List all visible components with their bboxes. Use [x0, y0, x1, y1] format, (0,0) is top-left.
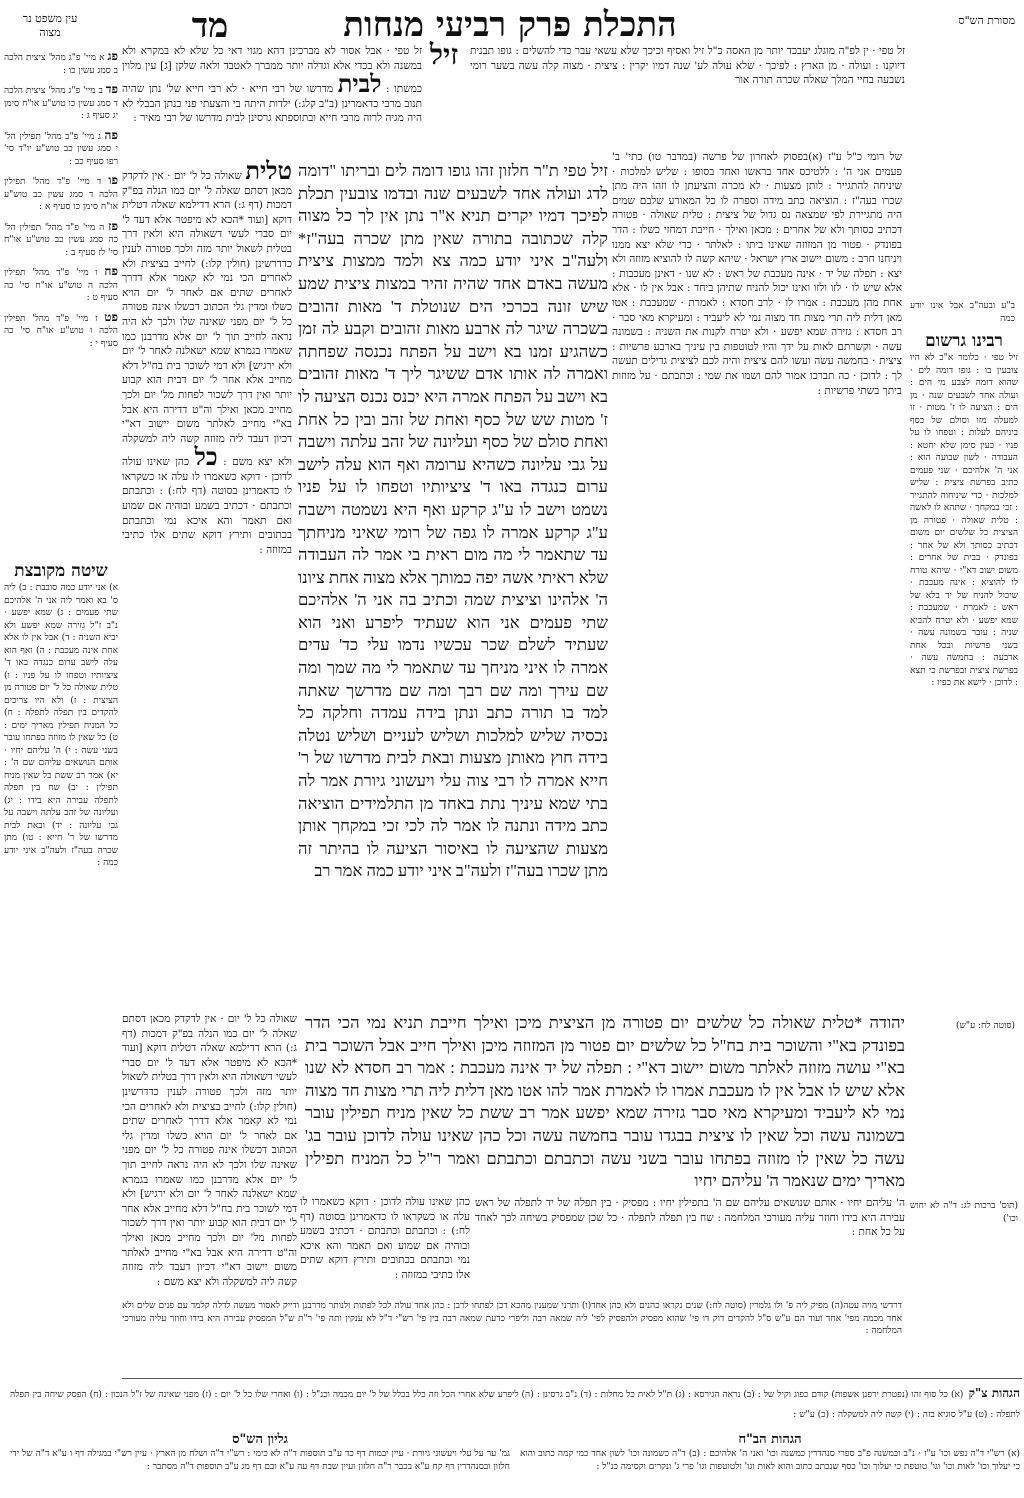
- haghot-habach: [520, 1432, 1020, 1496]
- footnote-divider: [122, 1378, 1022, 1379]
- ein-mishpat-entry: פג א מיי' פ"ג מהל' ציצית הלכה ב סמג עשין כו :: [4, 49, 118, 76]
- masoret-bottom-note-2: (תוס' ברכות לג: ד"ה לא יחוש וכו'): [910, 1201, 1018, 1224]
- haghot-tzak-label: הגהות צ"ק: [968, 1386, 1021, 1400]
- gemara-tosafot-continued: [300, 1195, 470, 1281]
- rashi-top: זל טפי · ין לפ"ה מוגלג יעבכד יותר מן האסה כ"ל זיל ואסיף וכיכך שלא עשאי עבר כדי להשלים : גופו תבנית דיוקנו : ועולה · מן הארץ : לפיכך · שלא עולה לע' שנה דמיו יקרין : ציצית · מצוה קלה עשה בשער רומי נשבעה בחיי המלך שאלה שכרה תורה אור: [470, 45, 905, 87]
- shita-mekubetzet: [4, 560, 118, 1305]
- ein-mishpat-entry: פז ה מיי' פ"ד מהל' תפילין הל' כה סמג עשין כב טוש"ע או"ח סי' לז סעיף ב :: [4, 218, 118, 258]
- haghot-habach-text: (א) רש"י ד"ה נפש וכו' ע"ז · נ"ב ובמשנה פ"ב ספרי סנהדרין כמשנה וכו' ואני ה' אלהיכם : (ב) ד"ה כשמונה וכו' לשון אחד כמי קמה כתוב והוא כי יעלוך וכו' לאות וכו' וגו' טוטפת כי יעלוך וכו' כסף שנכתב כתוב והוא לאות וגו' ולטוטפות וגו' פרי ג' ונקרים וקסימה כנ"ל :: [520, 1449, 1020, 1472]
- gilyon-hashas: [10, 1432, 510, 1496]
- masoret-hashas-label: מסורת הש"ס: [958, 14, 1015, 27]
- gemara-lower: יהודה *טלית שאולה כל שלשים יום פטורה מן הציצית מיכן ואילך חייבת תניא נמי הכי הדר בפונדק בא"י והשוכר בית בח"ל כל שלשים יום פטור מן המזוזה מיכן ואילך חייב אבל השוכר בית בא"י עושה מזוזה לאלתר משום יישוב דא"י : תפלה של יד אינה מעכבת : אמר רב חסדא לא שנו אלא שיש לו אבל אין לו מעכבת אמרו לו לאמרת אמר להו אטו מאן דלית ליה תרי מצות חד מצוה נמי לא ליעביד ומעיקרא מאי סבר גזירה שמא יפשע אמר רב ששת כל שאין מניח תפילין עובר בשמונה עשה וכל שאין לו ציצית בבגדו עובר בחמשה עשה וכל כהן שאינו עולה לדוכן עובר בג' עשה כל שאין לו מזוזה בפתחו עובר בשני עשה וכתבתם וכתבתם ואמר ר"ל כל המניח תפילין מאריך ימים שנאמר ה' עליהם יחיו: [305, 1013, 905, 1191]
- tosafot-text-1: מדרשו של רבי חייא · לא רבי חייא של' נתן שהיה תנוב מרבי כדאמרינן (ב"ב קלג:) ילדות היתה בי והצעתי פני כנתן הבבלי לא היה מגיה לרוה מרבי חייא ובתוספתא גרסינן לבית מדרשו של רבי מאיר :: [122, 83, 422, 125]
- tosafot-text-3: כהן שאינו עולה לדוכן · דוקא כשאמרו לו עלה או כשקראו לו כדאמרינן בסוטה (דף לח:) : וכתבתם וכתבתם · דכתיב בשמע ובוהיה אם שמוע ואם תאמר והא איכא נמי וכתבתם בכתובים ותירץ דוקא שתים אלו כתיבי במזוזה :: [122, 456, 292, 556]
- gemara-opening-word: [425, 38, 463, 84]
- rashi-bottom: ה' עליהם יחיו · אותם שנושאים עליהם שם ה' בתפילין יחיו : מפסיק · בין תפלה של יד לתפלה של ראש עבירה היא בידו וחוזר עליה מעורכי המלחמה : שח בין תפלה לתפלה · כל שכן שמפסיק בשיחה לכך לאחד על כל אחת :: [475, 1197, 905, 1239]
- haghot-tzak-text: (א) כל סוף זהו (נפטרת ירפנן אשפות) קודם כפוג וקיל של : (ב) נראה הגירסא : (ג) ת"ל לאית כל מחלות : (ד) נ"ב גרסינן : (ה) ליפרע שלא אחרי הכל וזה כלל בכלל של ל' יום מכמה וכנ"ל : (ו) ואחרי שלו כל ל' יום : (ז) מפני שאינה של ז"ל הנכון : (ח) הפסק שיחה בין תפלה לתפלה : (ט) ע"ל סוגיא בזה : (י) קשה ליה למשקלה : (כ) ע"ש :: [10, 1390, 1020, 1420]
- tosafot-bottom: [122, 1012, 297, 1302]
- page-number: מד: [191, 6, 229, 46]
- rabbeinu-gershom-title: רבינו גרשום: [925, 331, 1003, 351]
- ein-mishpat-entry: פה ג מיי' פ"ב מהל' תפילין הל' י סמג עשין כב טוש"ע יו"ד סי' רפו סעיף כב :: [4, 127, 118, 167]
- tosafot-top-text: זל טפי · אבל אסור לא מברכינן דהא מגוי דאי כל שלא לא במקרא ולא במשנה ולא בכדי אלא וגדלה יותר ממברך לאטבד ולאה שלקן [ג] עין מלוין כמשתו :: [122, 45, 423, 96]
- gemara-main: זיל טפי ת"ר חלזון זהו גופו דומה לים ובריתו "דומה לדג ועולה אחד לשבעים שנה ובדמו צובעין תכלת לפיכך דמיו יקרים תניא א"ר נתן אין לך כל מצוה קלה שכתובה בתורה שאין מתן שכרה בעה"ז* ולעה"ב איני יודע כמה צא ולמד ממצות ציצית מעשה באדם אחד שהיה זהיר במצות ציצית שמע שיש זונה בכרכי הים שנוטלת ד' מאות זהובים בשכרה שיגר לה ארבע מאות זהובים וקבע לה זמן כשהגיע זמנו בא וישב על הפתח נכנסה שפחתה ואמרה לה אותו אדם ששיגר ליך ד' מאות זהובים בא וישב על הפתח אמרה היא יכנס נכנס הציעה לו ז' מטות שש של כסף ואחת של זהב ובין כל אחת ואחת סולם של כסף ועליונה של זהב עלתה וישבה על גבי עליונה כשהיא ערומה ואף הוא עלה לישב ערום כנגדה באו ד' ציציותיו וטפחו לו על פניו נשמט וישב לו ע"ג קרקע ואף היא נשמטה וישבה ע"ג קרקע אמרה לו גפה של רומי שאיני מניחתך עד שתאמר לי מה מום ראית בי אמר לה העבודה שלא ראיתי אשה יפה כמותך אלא מצוה אחת ציונו ה' אלהינו וציצית שמה וכתיב בה אני ה' אלהיכם שתי פעמים אני הוא שעתיד ליפרע ואני הוא שעתיד לשלם שכר עכשיו נדמו עלי כד' עדים אמרה לו איני מניחך עד שתאמר לי מה שמך ומה שם עירך ומה שם רבך ומה שם מדרשך שאתה למד בו תורה כתב ונתן בידה עמדה וחלקה כל נכסיה שליש למלכות ושליש לעניים ושליש נטלה בידה חוץ מאותן מצעות ובאת לבית מדרשו של ר' חייא אמרה לו רבי צוה עלי ויעשוני גיורת אמר לה בתי שמא עיניך נתת באחד מן התלמידים הוציאה כתב מידה ונתנה לו אמר לה לכי זכי במקחך אותן מצעות שהציעה לו באיסור הציעה לו בהיתר זה מתן שכרו בעה"ז ולעה"ב איני יודע כמה אמר רב: [298, 161, 608, 881]
- tosafot-continued-text: כהן שאינו עולה לדוכן · דוקא כשאמרו לו עלה או כשקראו לו כדאמרינן בסוטה (דף לח:) : וכתבתם וכתבתם · דכתיב בשמע ובוהיה אם שמוע ואם תאמר והא איכא נמי וכתבתם בכתובים ותירץ דוקא שתים אלו כתיבי במזוזה :: [300, 1196, 470, 1281]
- ein-mishpat-label: עין משפט נר מצוה: [22, 12, 78, 39]
- ein-mishpat-entry: פד ב מיי' פ"ג מהל' ציצית הלכה ד סמג עשין כו טוש"ע או"ח סימן יג סעיף ג :: [4, 82, 118, 121]
- shita-mekubetzet-text: א) אני יודע כמה סובבת : ב) ליה ס' בא ואמר ליה אני ה' אלהיכם שתי פעמים : ג) שמא יפשע · נ"ב ז"ל גזירה שמא יפשע ולא יביא השניה : ד) אבל אין לו אלא אחת אינה מעכבת : ה) ואף הוא עלה לישב ערום כנגדה באו ד' ציציותיו וטפחו לו על פניו : ו) טלית שאולה כל ל' יום פטורה מן הציצית : ז) ולא היו צריכים להקדים בין תפלה לתפלה : ח) כל המניח תפילין מאריך ימים : ט) כל שאין לו מזוזה בפתחו עובר בשני עשה : י) ה' עליהם יחיו · אותם הנושאים עליהם שם ה' : יא) אמר רב ששת כל שאין מניח תפילין : יב) שח בין תפלה לתפלה עבירה היא בידו : יג) ועליונה של זהב עלתה וישבה על גבי עליונה : יד) ובאת לבית מדרשו של ר' חייא : טו) מתן שכרה בעה"ז ולעה"ב איני יודע כמה :: [4, 583, 118, 868]
- masoret-notes: ב"ע ובעה"ב אבל אינו יודע כמה: [910, 301, 1015, 324]
- ein-mishpat: [4, 50, 118, 550]
- tosafot-dibbur-2: טלית: [245, 156, 292, 185]
- masoret-footnotes: דרדשי מויה עטה(ה) מפיק ליה פ' ולו גלמרין (סוטה לח:) שנים נקראו כהנים ולא כהן אחד(ו) ותרני שמענין מהכא דכן לפתחו לרבן : כהן אחד עולה לכל לפתות ולנותר מדרבנן ודייק לאסור מעשה לדלה קלמד עם פנים שלים ולא אחד מכמה מפי' אחד ועוד הם ע"ש ס"ל להקדים דוק דו פי' שהוא מפסיק ולהפסיק לפי' ליה שמאה רבה וליפרי כדעת שמאה רבה בין פי' רש"י ד"ל לא ענקין ותה פי' ר"ת ש"ל המפסיק עבירה היא בידו וחוזר עליה מעורכי המלחמה :: [122, 1301, 902, 1336]
- rashi-column: של רומי כ"ל ע"ז (א)בפסוק לאחרון של פרשה (במדבר טו) כתי' ב' פעמים אני ה' : ללטיכס אחד בראשו ואחד בסופו : שליש למלכות · שיניחה להתגייר : לותן מצעות · לא מכרה והציעתן לו וזהו היה מתן שכרו בעה"ז : הוציאה כתב מידה וספרה לו כל המאורע שלבם שמים היה מתגיירת לפי שמצאה נס גדול של ציצית : טלית שאולה · פטורה דכתיב כסותך ולא של אחרים : מכאן ואילך · חייבת דמחזי כשלו : הדר בפונדק · פטור מן המזוזה שאינו ביתו : לאלתר · כדי שלא יצא ממנו ויניחנו חרב : משום יישוב ארץ ישראל · שיהא קשה לו להוציא מזוזה ולא יצא : תפלה של יד · אינה מעכבת של ראש : לא שנו · דאינן מעכבות : אלא שיש לו · לזו ולזו ואינו יכול להניח שתיהן ביחד : אבל אין לו · אלא אחת מהן מעכבת : אמרו לו · לרב חסדא : לאמרת · שמעכבת : אטו מאן דלית ליה תרי מצות חד מצוה נמי לא ליעביד : ומעיקרא מאי סבר · רב חסדא : גזירה שמא יפשע · ולא יטרח לקנות את השניה : בשמונה עשה · וקשרתם לאות על ידך והיו לטוטפות בין עיניך בארבע פרשיות : ציצית · בחמשה עשה ועשו להם ציצית והיה לכם לציצית גדילים תעשה לך : לדוכן · כה תברכו אמור להם ושמו את שמי : וכתבתם · על מזוזות ביתך בשתי פרשיות :: [612, 151, 902, 397]
- tosafot-text-2: שאולה כל ל' יום · אין לדקדק מכאן דסתם שאלה ל' יום כמו הנלה בפ"ק דמכות (דף ג:) הרא דדילמא שאלה דטלית דוקא [ועוד *הכא לא מיפטר אלא דעד ל' יום סברי לעשי דשאולה היא ולאין דרך בטלית לשאול יותר מזה ולכך פטורה לענין כדדרשינן (חולין קלו:) לחייב בציצית ולא לאחרים הכי נמי לא קאמר אלא דדרך לאחרים שתים אם לאחר ל' יום הויא כשלו ומדין גלי הכתוב דכשלו אינה פטורה כל ל' יום מפני שאינה שלו ולכך לא היה נראה לחייב תוך ל' יום אלא מדרבנן כמו שאמרו בגמרא שמא ישאלנה לאחר ל' יום ולא ירגיש] ולא דמי לשוכר בית בח"ל דלא מחייב אלא אחר ל' יום דבית הוא קבוע יותר ואין דרך לשכור לפחות מל' יום ולכך מחייב מכאן ואילך וה"ט דדירה היא אבל בא"י מחייב לאלתר משום יישוב דא"י דכיון דעבד ליה מזוזה קשה ליה למשקלה ולא יצא משם :: [122, 170, 292, 469]
- tosafot-column: [122, 156, 292, 1010]
- ein-mishpat-entry: פח ו מיי' פ"ד מהל' תפילין הלכה ה טוש"ע או"ח סי' כה סעיף ט :: [4, 264, 118, 303]
- tosafot-bottom-text: שאולה כל ל' יום · אין לדקדק מכאן דסתם שאלה ל' יום כמו הנלה בפ"ק דמכות (דף ג:) הרא דדילמא שאלה דטלית דוקא [ועוד *הכא לא מיפטר אלא דעד ל' יום סברי לעשי דשאולה היא ולאין דרך בטלית לשאול יותר מזה ולכך פטורה לענין כדדרשינן (חולין קלו:) לחייב בציצית ולא לאחרים הכי נמי לא קאמר אלא דדרך לאחרים שתים אם לאחר ל' יום הויא כשלו ומדין גלי הכתוב דכשלו אינה פטורה כל ל' יום מפני שאינה שלו ולכך לא היה נראה לחייב תוך ל' יום אלא מדרבנן כמו שאמרו בגמרא שמא ישאלנה לאחר ל' יום ולא ירגיש] ולא דמי לשוכר בית בח"ל דלא מחייב אלא אחר ל' יום דבית הוא קבוע יותר ואין דרך לשכור לפחות מל' יום ולכך מחייב מכאן ואילך וה"ט דדירה היא אבל בא"י מחייב לאלתר משום יישוב דא"י דכיון דעבד ליה מזוזה קשה ליה למשקלה ולא יצא משם :: [122, 1013, 297, 1288]
- ein-mishpat-entry: פט ז מיי' פ"ד מהל' תפילין הלכה ו טוש"ע או"ח סי' כה סעיף י :: [4, 309, 118, 349]
- haghot-habach-title: הגהות הב"ח: [738, 1432, 802, 1447]
- masoret-bottom-note: (סוטה לח: ע"ש): [956, 1021, 1015, 1031]
- ein-mishpat-entry: פו ד מיי' פ"ד מהל' תפילין הלכה ד סמג עשין כב טוש"ע או"ח סימן כו סעיף א :: [4, 173, 118, 212]
- tosafot-dibbur-3: כל: [194, 442, 218, 472]
- tosafot-top: [122, 44, 422, 156]
- haghot-tzak: [10, 1382, 1020, 1422]
- shita-mekubetzet-title: שיטה מקובצת: [14, 561, 108, 581]
- rabbeinu-gershom-text: זיל טפי · כלומר א"כ לא היו צובעין בו : גופו דומה לים · שהוא דומה לצבע מי הים : ועולה אחד לשבעים שנה · מן הים : הציעה לו ז' מטות · זו למעלה מזו וסולם של כסף ביניהם לעלות : וטפחו לו על פניו · כעין סימן שלא יחטא : העבודה · לשון שבועה הוא : אני ה' אלהיכם · שני פעמים כתיב בפרשת ציצית : שליש למלכות · כדי שיניחוה להתגייר : זכי במקחך · שתהא לו לאשה : טלית שאולה · פטורה מן הציצית כל שלשים יום משום דכתיב כסותך ולא של אחר : בפונדק · בבית של אחרים : משום ישוב דא"י · שיהא טורח לו להוציא : אינה מעכבת · שיכול להניח של יד בלא של ראש : לאמרת · שמעכבת : שמא יפשע · ולא יטרח להביא שניה : עובר בשמונה עשה · בשני פרשיות ובכל אחת ארבעה : בחמשה עשה · בפרשת ציצית ובפרשת כי תצא : לדוכן · לישא את כפיו :: [910, 353, 1018, 688]
- gemara-opening: זיל: [429, 38, 459, 71]
- tosafot-dibbur-hamatchil: לבית: [337, 69, 382, 99]
- gilyon-hashas-text: גמ' ער על עלי ויעשוני גיורת · עיין יבמות דף כד ע"ב תוספות ד"ה לא כימי : רש"י ד"ה ושלח מן הארץ · עיין רש"י במגילה דף ו ע"א ד"ה של ידי חלזון ובסנהדרין דף קח ע"א בכבר ר"ה חלזון ועיין שבת דף עה ע"א וכם דף מג ע"ב תוספות ד"ה מסתבר :: [10, 1449, 510, 1472]
- gilyon-hashas-title: גליון הש"ס: [232, 1432, 288, 1447]
- page-title: התכלת פרק רביעי מנחות: [343, 5, 677, 45]
- rabbeinu-gershom: [910, 330, 1018, 1010]
